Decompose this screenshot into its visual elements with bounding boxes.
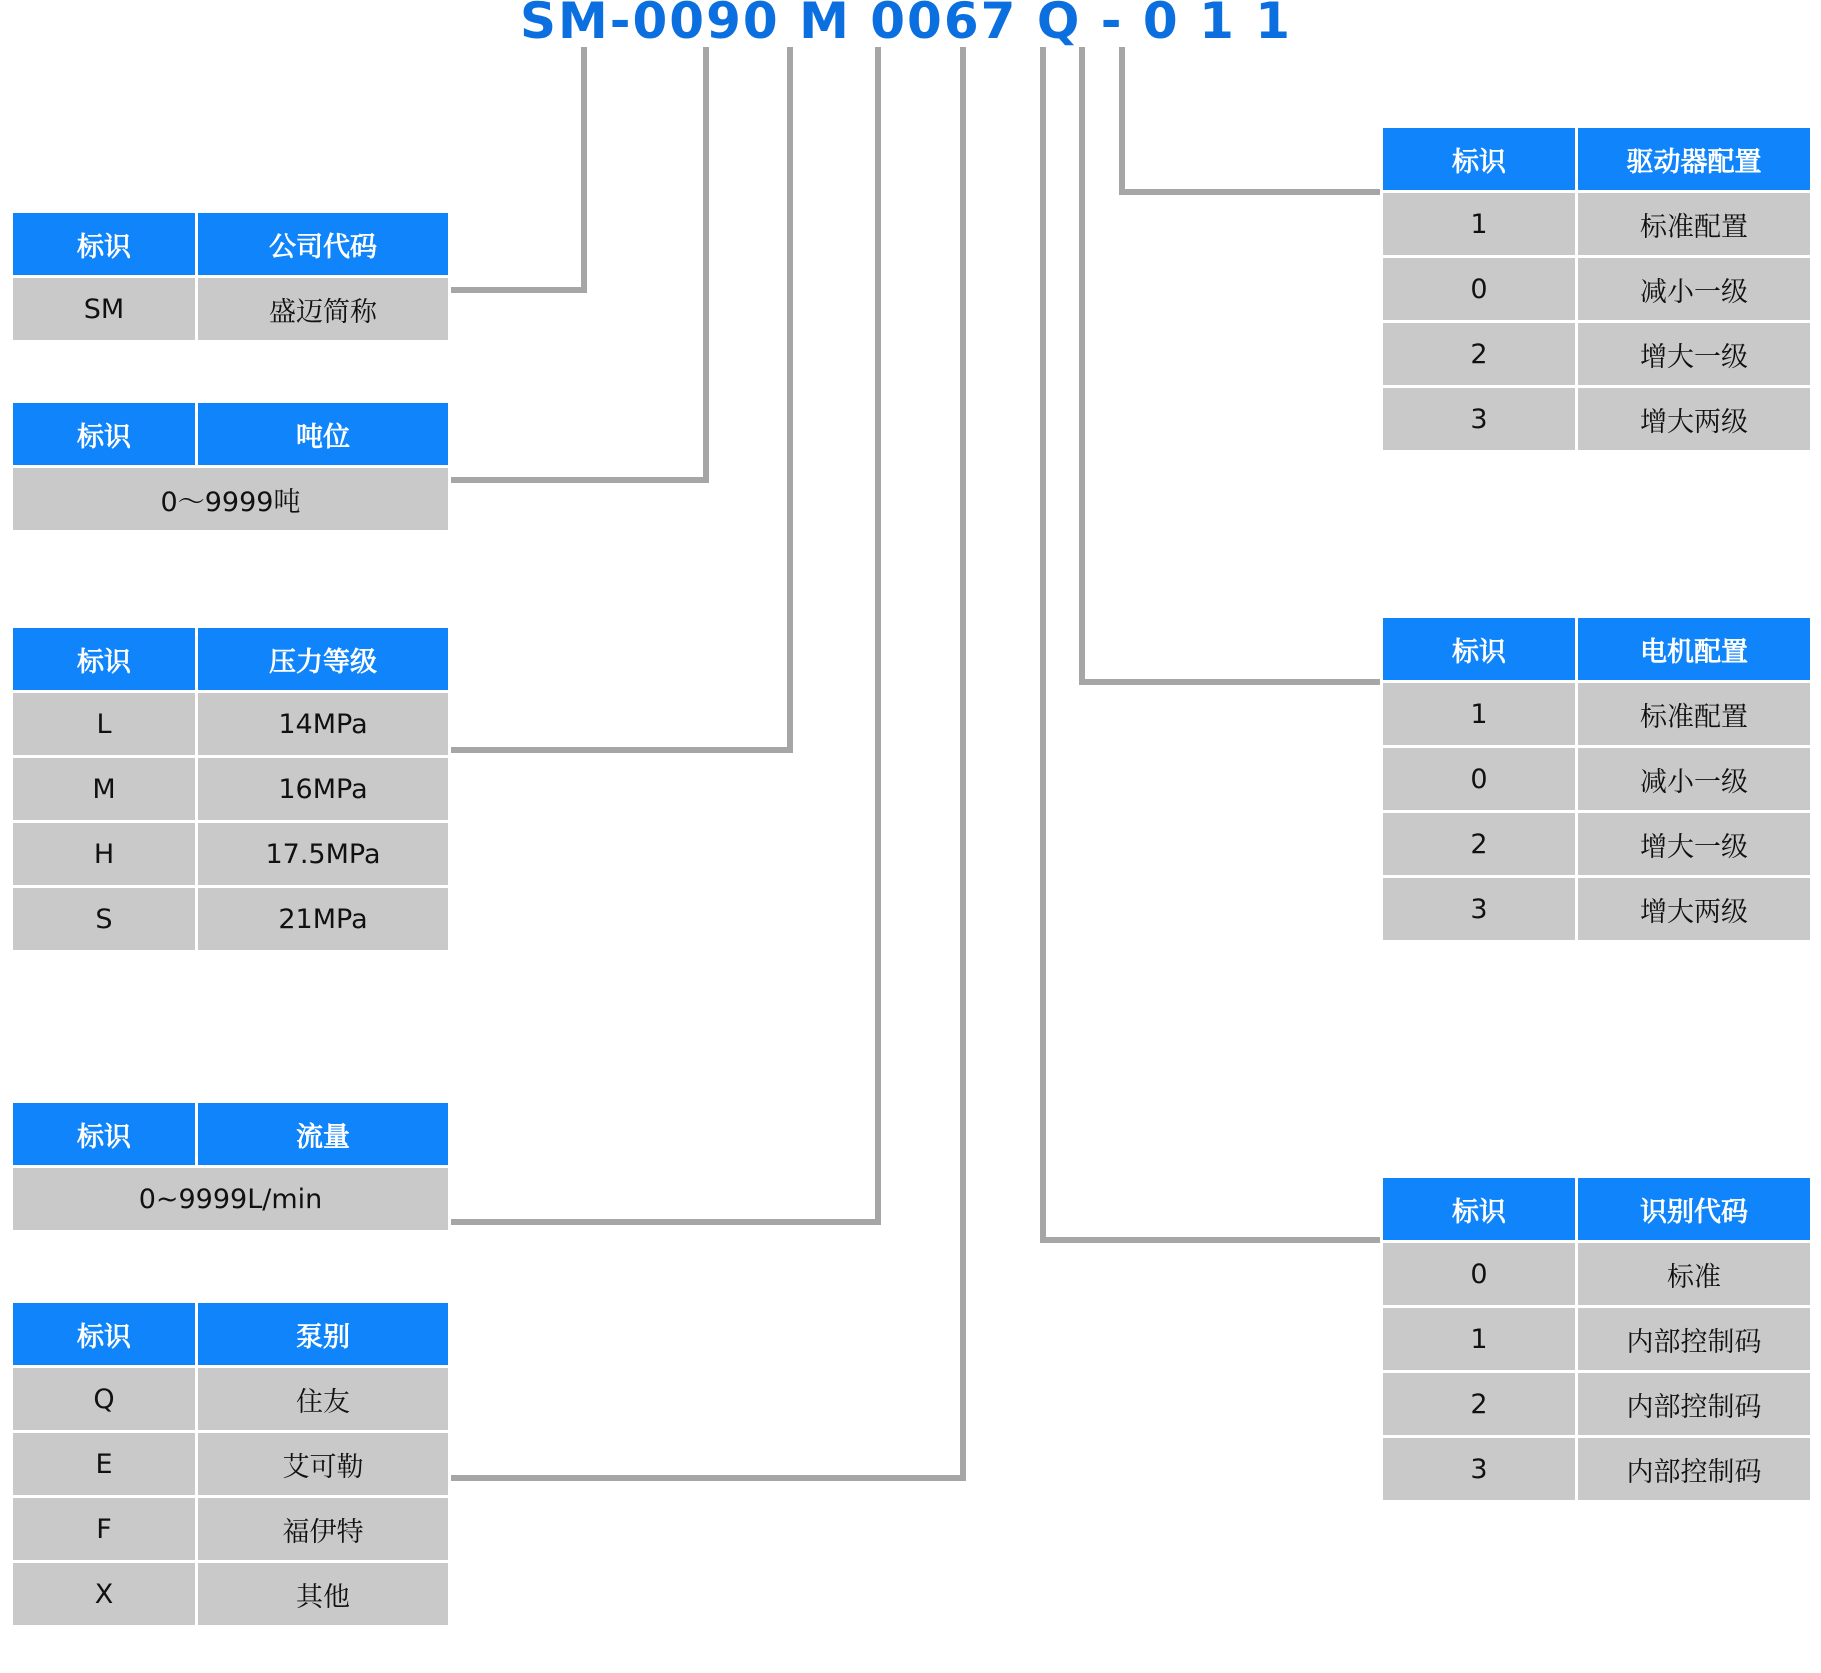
table-driver-config	[1380, 125, 1813, 453]
header-label: 标识	[12, 402, 197, 467]
header-value: 压力等级	[197, 627, 450, 692]
table-tonnage	[10, 400, 451, 533]
table-row	[1382, 1307, 1812, 1372]
cell-code: 0	[1382, 257, 1577, 322]
cell-code: 2	[1382, 1372, 1577, 1437]
header-value: 识别代码	[1577, 1177, 1812, 1242]
cell-code: 1	[1382, 1307, 1577, 1372]
table-row	[1382, 682, 1812, 747]
table-header-row	[1382, 1177, 1812, 1242]
cell-code: 3	[1382, 1437, 1577, 1502]
table-header-row	[1382, 127, 1812, 192]
header-value: 公司代码	[197, 212, 450, 277]
table-row	[12, 467, 450, 532]
cell-code: M	[12, 757, 197, 822]
cell-code: 1	[1382, 682, 1577, 747]
table-row	[1382, 1437, 1812, 1502]
header-label: 标识	[1382, 617, 1577, 682]
table-row	[12, 1167, 450, 1232]
cell-desc: 艾可勒	[197, 1432, 450, 1497]
table-header-row	[1382, 617, 1812, 682]
table-pump-type	[10, 1300, 451, 1628]
cell-desc: 增大两级	[1577, 877, 1812, 942]
table-motor-config	[1380, 615, 1813, 943]
table-row	[12, 277, 450, 342]
table-row	[12, 887, 450, 952]
header-label: 标识	[1382, 127, 1577, 192]
cell-desc: 内部控制码	[1577, 1307, 1812, 1372]
table-row	[1382, 257, 1812, 322]
table-row	[1382, 322, 1812, 387]
table-row	[1382, 1372, 1812, 1437]
cell-desc: 内部控制码	[1577, 1372, 1812, 1437]
table-company-code	[10, 210, 451, 343]
cell-code: 0	[1382, 747, 1577, 812]
header-value: 吨位	[197, 402, 450, 467]
cell-range: 0〜9999吨	[12, 467, 450, 532]
model-code-title: SM-0090 M 0067 Q - 0 1 1	[520, 0, 1293, 50]
table-row	[1382, 1242, 1812, 1307]
table-row	[12, 757, 450, 822]
cell-code: 2	[1382, 322, 1577, 387]
cell-desc: 标准	[1577, 1242, 1812, 1307]
header-value: 泵别	[197, 1302, 450, 1367]
cell-desc: 福伊特	[197, 1497, 450, 1562]
header-value: 驱动器配置	[1577, 127, 1812, 192]
table-row	[1382, 877, 1812, 942]
header-value: 流量	[197, 1102, 450, 1167]
table-pressure-level	[10, 625, 451, 953]
cell-desc: 减小一级	[1577, 747, 1812, 812]
table-header-row	[12, 402, 450, 467]
table-header-row	[12, 212, 450, 277]
cell-desc: 标准配置	[1577, 192, 1812, 257]
cell-desc: 其他	[197, 1562, 450, 1627]
cell-code: F	[12, 1497, 197, 1562]
cell-desc: 17.5MPa	[197, 822, 450, 887]
cell-desc: 减小一级	[1577, 257, 1812, 322]
cell-code: 3	[1382, 387, 1577, 452]
header-label: 标识	[1382, 1177, 1577, 1242]
cell-code: L	[12, 692, 197, 757]
cell-code: Q	[12, 1367, 197, 1432]
table-row	[1382, 812, 1812, 877]
cell-code: H	[12, 822, 197, 887]
header-label: 标识	[12, 1302, 197, 1367]
header-label: 标识	[12, 1102, 197, 1167]
cell-code: 1	[1382, 192, 1577, 257]
cell-desc: 增大一级	[1577, 812, 1812, 877]
table-row	[1382, 192, 1812, 257]
table-header-row	[12, 627, 450, 692]
cell-desc: 增大一级	[1577, 322, 1812, 387]
cell-code: X	[12, 1562, 197, 1627]
cell-desc: 标准配置	[1577, 682, 1812, 747]
table-header-row	[12, 1102, 450, 1167]
cell-desc: 16MPa	[197, 757, 450, 822]
cell-desc: 14MPa	[197, 692, 450, 757]
header-value: 电机配置	[1577, 617, 1812, 682]
cell-code: SM	[12, 277, 197, 342]
table-flow	[10, 1100, 451, 1233]
header-label: 标识	[12, 212, 197, 277]
table-row	[12, 1562, 450, 1627]
cell-code: E	[12, 1432, 197, 1497]
cell-desc: 住友	[197, 1367, 450, 1432]
table-row	[12, 1367, 450, 1432]
table-row	[12, 822, 450, 887]
cell-code: 0	[1382, 1242, 1577, 1307]
cell-desc: 21MPa	[197, 887, 450, 952]
cell-range: 0~9999L/min	[12, 1167, 450, 1232]
cell-code: 3	[1382, 877, 1577, 942]
table-row	[1382, 387, 1812, 452]
table-identification-code	[1380, 1175, 1813, 1503]
cell-desc: 内部控制码	[1577, 1437, 1812, 1502]
cell-desc: 增大两级	[1577, 387, 1812, 452]
table-row	[1382, 747, 1812, 812]
table-row	[12, 692, 450, 757]
cell-code: S	[12, 887, 197, 952]
table-row	[12, 1432, 450, 1497]
header-label: 标识	[12, 627, 197, 692]
cell-desc: 盛迈简称	[197, 277, 450, 342]
table-header-row	[12, 1302, 450, 1367]
cell-code: 2	[1382, 812, 1577, 877]
table-row	[12, 1497, 450, 1562]
